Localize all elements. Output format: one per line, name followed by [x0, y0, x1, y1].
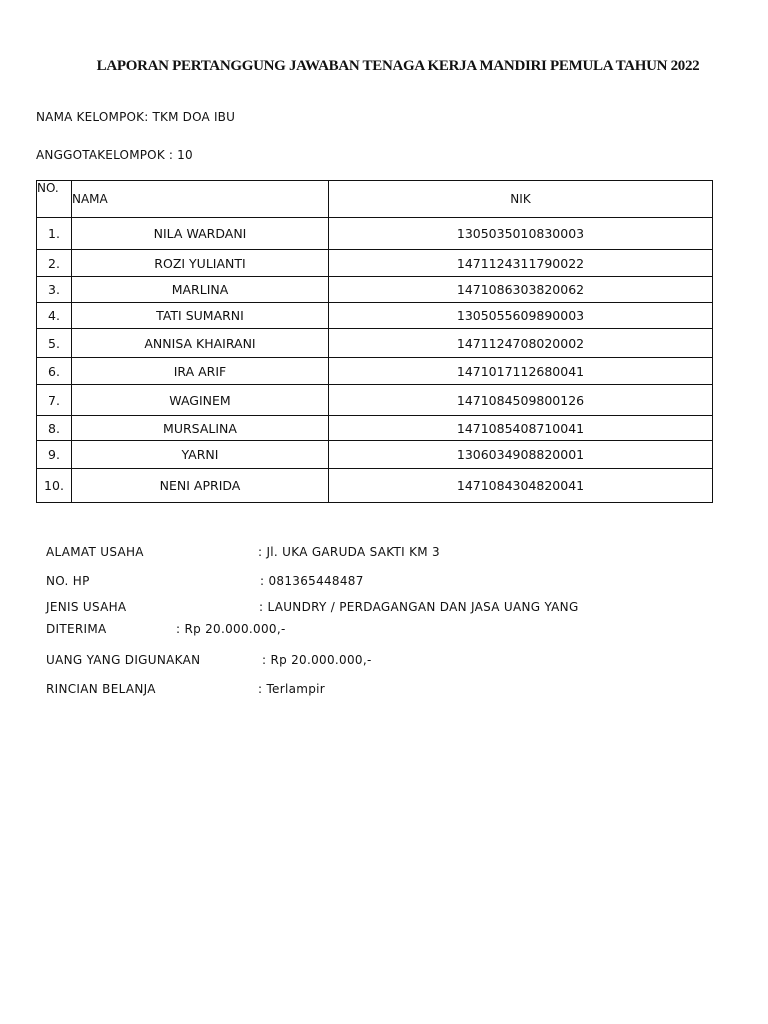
cell-nik: 1471124708020002: [329, 329, 713, 358]
hp-value: : 081365448487: [260, 574, 364, 588]
cell-nik: 1471085408710041: [329, 416, 713, 441]
table-row: [37, 441, 713, 469]
cell-nik: 1305035010830003: [329, 218, 713, 250]
cell-nik: 1471124311790022: [329, 250, 713, 277]
table-header-row: [37, 181, 713, 218]
cell-nik: 1471086303820062: [329, 277, 713, 303]
table-row: [37, 250, 713, 277]
cell-nik: 1471017112680041: [329, 358, 713, 385]
cell-nik: 1305055609890003: [329, 303, 713, 329]
cell-nama: YARNI: [72, 441, 329, 469]
cell-no: 8.: [37, 416, 72, 441]
member-count: ANGGOTAKELOMPOK : 10: [36, 148, 193, 162]
table-row: [37, 329, 713, 358]
cell-nama: MARLINA: [72, 277, 329, 303]
cell-nik: 1306034908820001: [329, 441, 713, 469]
cell-no: 5.: [37, 329, 72, 358]
table-body: [37, 218, 713, 503]
rincian-value: : Terlampir: [258, 682, 326, 696]
table-row: [37, 469, 713, 503]
jenis-value: : LAUNDRY / PERDAGANGAN DAN JASA UANG YANG: [259, 600, 579, 614]
cell-no: 2.: [37, 250, 72, 277]
cell-no: 7.: [37, 385, 72, 416]
cell-no: 3.: [37, 277, 72, 303]
table-row: [37, 358, 713, 385]
header-nik: NIK: [329, 181, 713, 218]
cell-no: 10.: [37, 469, 72, 503]
cell-nama: NILA WARDANI: [72, 218, 329, 250]
cell-no: 4.: [37, 303, 72, 329]
cell-no: 9.: [37, 441, 72, 469]
diterima-label: DITERIMA: [46, 622, 107, 636]
group-name: NAMA KELOMPOK: TKM DOA IBU: [36, 110, 236, 124]
hp-label: NO. HP: [46, 574, 90, 588]
cell-nik: 1471084304820041: [329, 469, 713, 503]
cell-nama: IRA ARIF: [72, 358, 329, 385]
cell-no: 1.: [37, 218, 72, 250]
table-row: [37, 385, 713, 416]
header-no: NO.: [37, 181, 72, 218]
rincian-label: RINCIAN BELANJA: [46, 682, 156, 696]
header-nama: NAMA: [72, 181, 329, 218]
alamat-value: : Jl. UKA GARUDA SAKTI KM 3: [258, 545, 440, 559]
cell-nik: 1471084509800126: [329, 385, 713, 416]
report-title: LAPORAN PERTANGGUNG JAWABAN TENAGA KERJA MANDIRI PEMULA TAHUN 2022: [96, 58, 700, 74]
diterima-value: : Rp 20.000.000,-: [176, 622, 286, 636]
digunakan-value: : Rp 20.000.000,-: [262, 653, 372, 667]
cell-nama: TATI SUMARNI: [72, 303, 329, 329]
cell-nama: ANNISA KHAIRANI: [72, 329, 329, 358]
table-row: [37, 277, 713, 303]
table-row: [37, 218, 713, 250]
table-row: [37, 416, 713, 441]
digunakan-label: UANG YANG DIGUNAKAN: [46, 653, 201, 667]
cell-nama: ROZI YULIANTI: [72, 250, 329, 277]
table-row: [37, 303, 713, 329]
cell-nama: MURSALINA: [72, 416, 329, 441]
cell-nama: NENI APRIDA: [72, 469, 329, 503]
cell-nama: WAGINEM: [72, 385, 329, 416]
alamat-label: ALAMAT USAHA: [46, 545, 144, 559]
members-table: [36, 180, 713, 503]
jenis-label: JENIS USAHA: [46, 600, 127, 614]
cell-no: 6.: [37, 358, 72, 385]
